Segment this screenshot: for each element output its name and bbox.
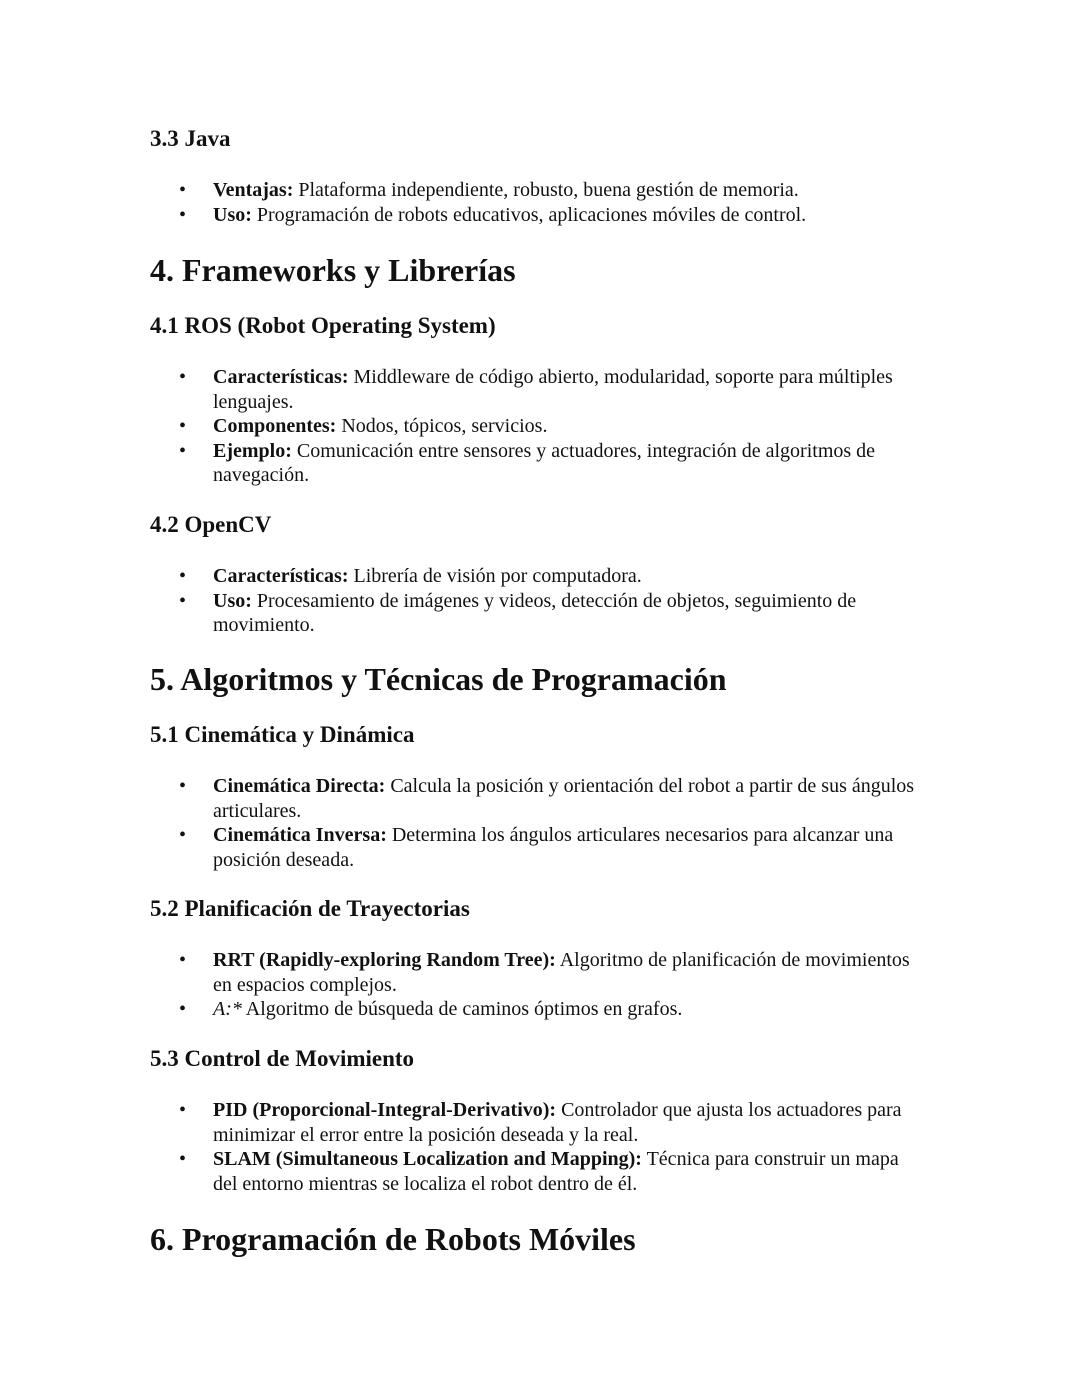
section-5-2-heading: 5.2 Planificación de Trayectorias	[150, 896, 470, 921]
section-4-2-list	[150, 564, 920, 638]
section-3-3-heading: 3.3 Java	[150, 126, 231, 151]
list-item: • Ventajas: Plataforma independiente, robusto, buena gestión de memoria.	[150, 178, 920, 203]
section-5-heading: 5. Algoritmos y Técnicas de Programación	[150, 661, 727, 697]
section-4-heading: 4. Frameworks y Librerías	[150, 252, 516, 288]
list-item: • RRT (Rapidly-exploring Random Tree): Algoritmo de planificación de movimientos en espacios complejos.	[150, 948, 920, 997]
section-4-1-heading: 4.1 ROS (Robot Operating System)	[150, 313, 496, 338]
section-3-3-list	[150, 178, 920, 227]
list-item: • Componentes: Nodos, tópicos, servicios.	[150, 414, 920, 439]
section-5-1-heading: 5.1 Cinemática y Dinámica	[150, 722, 415, 747]
list-item: • Ejemplo: Comunicación entre sensores y actuadores, integración de algoritmos de navegación.	[150, 439, 920, 488]
list-item: • Características: Middleware de código abierto, modularidad, soporte para múltiples lenguajes.	[150, 365, 920, 414]
list-item: • Características: Librería de visión por computadora.	[150, 564, 920, 589]
list-item: • A:* Algoritmo de búsqueda de caminos óptimos en grafos.	[150, 997, 920, 1022]
list-item: • PID (Proporcional-Integral-Derivativo): Controlador que ajusta los actuadores para minimizar el error entre la posición deseada y la real.	[150, 1098, 920, 1147]
section-4-2-heading: 4.2 OpenCV	[150, 512, 272, 537]
section-5-3-list	[150, 1098, 920, 1196]
section-5-3-heading: 5.3 Control de Movimiento	[150, 1046, 415, 1071]
list-item: • Uso: Programación de robots educativos, aplicaciones móviles de control.	[150, 203, 920, 228]
list-item: • SLAM (Simultaneous Localization and Mapping): Técnica para construir un mapa del entorno mientras se localiza el robot dentro de él.	[150, 1147, 920, 1196]
section-6-heading: 6. Programación de Robots Móviles	[150, 1221, 636, 1257]
list-item: • Cinemática Inversa: Determina los ángulos articulares necesarios para alcanzar una posición deseada.	[150, 823, 920, 872]
section-5-2-list	[150, 948, 920, 1022]
section-4-1-list	[150, 365, 920, 488]
section-5-1-list	[150, 774, 920, 872]
list-item: • Uso: Procesamiento de imágenes y videos, detección de objetos, seguimiento de movimiento.	[150, 589, 920, 638]
list-item: • Cinemática Directa: Calcula la posición y orientación del robot a partir de sus ángulos articulares.	[150, 774, 920, 823]
